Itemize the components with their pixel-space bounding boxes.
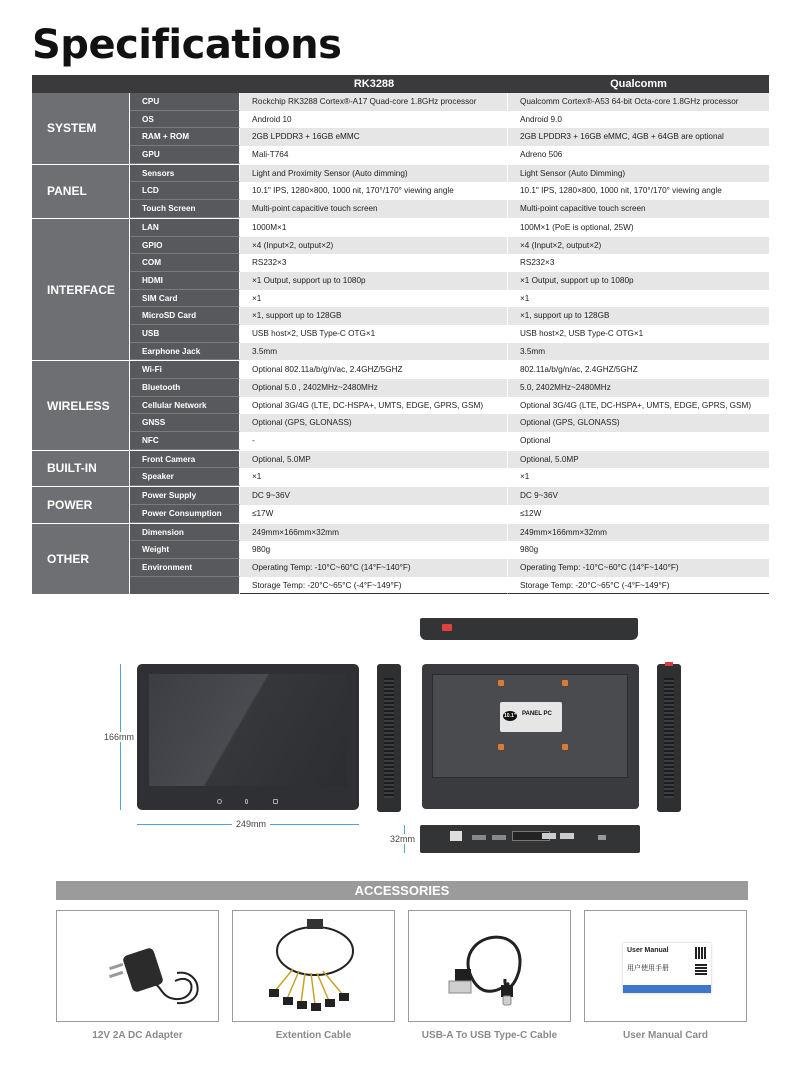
spec-value-rk3288: Multi-point capacitive touch screen <box>240 200 508 218</box>
spec-value-rk3288: 980g <box>240 541 508 559</box>
group-label: WIRELESS <box>32 361 130 449</box>
spec-label: CPU <box>130 93 240 111</box>
group-label: OTHER <box>32 524 130 595</box>
spec-value-rk3288: ×1 Output, support up to 1080p <box>240 272 508 290</box>
spec-label: Touch Screen <box>130 200 240 218</box>
spec-label: Power Consumption <box>130 505 240 523</box>
spec-row <box>130 290 769 308</box>
spec-value-rk3288: - <box>240 432 508 450</box>
spec-value-qualcomm: ×1 <box>508 468 769 486</box>
spec-value-qualcomm: 802.11a/b/g/n/ac, 2.4GHZ/5GHZ <box>508 361 769 379</box>
usb-port-icon <box>560 833 574 839</box>
spec-label: Speaker <box>130 468 240 486</box>
spec-label: USB <box>130 325 240 343</box>
mount-hole-icon <box>498 744 504 750</box>
spec-value-rk3288: RS232×3 <box>240 254 508 272</box>
spec-label: MicroSD Card <box>130 307 240 325</box>
spec-value-rk3288: Operating Temp: -10°C~60°C (14°F~140°F) <box>240 559 508 577</box>
spec-value-qualcomm: ×1, support up to 128GB <box>508 307 769 325</box>
spec-label: Dimension <box>130 524 240 542</box>
spec-row <box>130 361 769 379</box>
accessory-usb <box>408 910 571 1022</box>
spec-row <box>130 182 769 200</box>
spec-label: LCD <box>130 182 240 200</box>
product-label <box>500 702 562 732</box>
spec-header <box>32 75 769 93</box>
spec-value-qualcomm: Operating Temp: -10°C~60°C (14°F~140°F) <box>508 559 769 577</box>
mount-hole-icon <box>562 744 568 750</box>
home-button-icon <box>217 799 222 804</box>
height-dim: 166mm <box>104 732 135 742</box>
spec-value-rk3288: Optional, 5.0MP <box>240 451 508 469</box>
side-view-right <box>657 664 681 812</box>
spec-value-rk3288: Android 10 <box>240 111 508 129</box>
spec-row <box>130 487 769 505</box>
spec-value-rk3288: ≤17W <box>240 505 508 523</box>
accessory-manual <box>584 910 747 1022</box>
spec-label: Cellular Network <box>130 397 240 415</box>
spec-label: Front Camera <box>130 451 240 469</box>
spec-value-rk3288: ×1, support up to 128GB <box>240 307 508 325</box>
spec-group <box>32 93 769 165</box>
accessory-caption: Extention Cable <box>275 1030 352 1041</box>
spec-value-rk3288: Optional (GPS, GLONASS) <box>240 414 508 432</box>
spec-row <box>130 468 769 486</box>
mount-hole-icon <box>562 680 568 686</box>
group-label: PANEL <box>32 165 130 218</box>
spec-row <box>130 237 769 255</box>
mount-hole-icon <box>498 680 504 686</box>
extension-cable-icon <box>233 911 396 1023</box>
spec-value-qualcomm: 10.1" IPS, 1280×800, 1000 nit, 170°/170° viewing angle <box>508 182 769 200</box>
power-adapter-icon <box>57 911 220 1023</box>
spec-label: Bluetooth <box>130 379 240 397</box>
spec-value-rk3288: ×1 <box>240 468 508 486</box>
spec-value-qualcomm: ×1 <box>508 290 769 308</box>
side-view-left <box>377 664 401 812</box>
accessory-caption: User Manual Card <box>622 1030 709 1041</box>
spec-group <box>32 524 769 596</box>
spec-value-qualcomm: Optional (GPS, GLONASS) <box>508 414 769 432</box>
spec-row <box>130 128 769 146</box>
vent-grille <box>664 678 674 798</box>
spec-value-rk3288: 3.5mm <box>240 343 508 361</box>
spec-value-qualcomm: Android 9.0 <box>508 111 769 129</box>
spec-row <box>130 111 769 129</box>
page-title: Specifications <box>32 22 342 68</box>
spec-value-rk3288: Light and Proximity Sensor (Auto dimming) <box>240 165 508 183</box>
spec-value-rk3288: 1000M×1 <box>240 219 508 237</box>
accessories-title: ACCESSORIES <box>56 881 748 900</box>
product-label-text: PANEL PC <box>522 711 552 717</box>
spec-value-qualcomm: Multi-point capacitive touch screen <box>508 200 769 218</box>
back-view <box>422 664 639 809</box>
spec-row <box>130 577 769 595</box>
spec-row <box>130 307 769 325</box>
spec-label: LAN <box>130 219 240 237</box>
hdmi-port-icon <box>472 835 486 840</box>
spec-value-qualcomm: USB host×2, USB Type-C OTG×1 <box>508 325 769 343</box>
spec-value-qualcomm: 249mm×166mm×32mm <box>508 524 769 542</box>
depth-dim: 32mm <box>390 834 416 844</box>
spec-row <box>130 219 769 237</box>
column-rk3288: RK3288 <box>353 78 395 90</box>
top-view <box>420 618 638 640</box>
front-view <box>137 664 359 810</box>
spec-value-qualcomm: 2GB LPDDR3 + 16GB eMMC, 4GB + 64GB are optional <box>508 128 769 146</box>
spec-group <box>32 487 769 523</box>
spec-value-qualcomm: DC 9~36V <box>508 487 769 505</box>
spec-value-rk3288: DC 9~36V <box>240 487 508 505</box>
spec-label: Sensors <box>130 165 240 183</box>
spec-row <box>130 272 769 290</box>
spec-value-qualcomm: 3.5mm <box>508 343 769 361</box>
spec-value-rk3288: 2GB LPDDR3 + 16GB eMMC <box>240 128 508 146</box>
column-qualcomm: Qualcomm <box>610 78 667 90</box>
back-button-icon <box>273 799 278 804</box>
spec-label: GNSS <box>130 414 240 432</box>
lan-port-icon <box>450 831 462 841</box>
manual-title-en: User Manual <box>627 947 669 954</box>
spec-row <box>130 451 769 469</box>
width-dim: 249mm <box>232 819 270 829</box>
spec-value-qualcomm: Qualcomm Cortex®-A53 64-bit Octa-core 1.8GHz processor <box>508 93 769 111</box>
spec-value-qualcomm: 100M×1 (PoE is optional, 25W) <box>508 219 769 237</box>
usb-cable-icon <box>409 911 572 1023</box>
group-label: BUILT-IN <box>32 451 130 486</box>
spec-value-rk3288: Optional 5.0 , 2402MHz~2480MHz <box>240 379 508 397</box>
group-label: POWER <box>32 487 130 522</box>
spec-row <box>130 254 769 272</box>
spec-group <box>32 219 769 362</box>
spec-row <box>130 93 769 111</box>
spec-value-rk3288: Rockchip RK3288 Cortex®-A17 Quad-core 1.8GHz processor <box>240 93 508 111</box>
spec-row <box>130 524 769 542</box>
spec-label: Weight <box>130 541 240 559</box>
spec-label: Environment <box>130 559 240 577</box>
spec-label: GPIO <box>130 237 240 255</box>
accessory-adapter <box>56 910 219 1022</box>
size-badge: 10.1" <box>504 713 517 719</box>
spec-label: COM <box>130 254 240 272</box>
spec-label: NFC <box>130 432 240 450</box>
spec-group <box>32 165 769 219</box>
spec-label: Power Supply <box>130 487 240 505</box>
spec-value-qualcomm: Light Sensor (Auto Dimming) <box>508 165 769 183</box>
spec-label: RAM + ROM <box>130 128 240 146</box>
spec-label: HDMI <box>130 272 240 290</box>
qr-code-icon <box>695 963 707 975</box>
spec-value-rk3288: USB host×2, USB Type-C OTG×1 <box>240 325 508 343</box>
spec-row <box>130 325 769 343</box>
spec-value-qualcomm: Adreno 506 <box>508 146 769 164</box>
spec-value-rk3288: 10.1" IPS, 1280×800, 1000 nit, 170°/170° viewing angle <box>240 182 508 200</box>
menu-button-icon <box>245 799 248 804</box>
spec-label: SIM Card <box>130 290 240 308</box>
spec-label <box>130 577 240 595</box>
spec-row <box>130 559 769 577</box>
spec-value-rk3288: 249mm×166mm×32mm <box>240 524 508 542</box>
spec-value-rk3288: Optional 802.11a/b/g/n/ac, 2.4GHZ/5GHZ <box>240 361 508 379</box>
spec-row <box>130 200 769 218</box>
usb-port-icon <box>542 833 556 839</box>
spec-row <box>130 541 769 559</box>
spec-value-qualcomm: Optional, 5.0MP <box>508 451 769 469</box>
power-button-icon <box>665 662 673 666</box>
spec-label: Wi-Fi <box>130 361 240 379</box>
manual-title-cn: 用户使用手册 <box>627 964 669 972</box>
spec-value-qualcomm: 980g <box>508 541 769 559</box>
manual-card-icon <box>623 943 711 993</box>
spec-value-rk3288: ×1 <box>240 290 508 308</box>
spec-value-rk3288: Optional 3G/4G (LTE, DC-HSPA+, UMTS, EDGE, GPRS, GSM) <box>240 397 508 415</box>
spec-row <box>130 343 769 361</box>
spec-row <box>130 379 769 397</box>
manual-stripe <box>623 985 711 993</box>
spec-value-qualcomm: RS232×3 <box>508 254 769 272</box>
dc-jack-icon <box>598 835 606 840</box>
spec-value-qualcomm: ≤12W <box>508 505 769 523</box>
spec-value-rk3288: Storage Temp: -20°C~65°C (-4°F~149°F) <box>240 577 508 595</box>
spec-group <box>32 361 769 450</box>
spec-value-qualcomm: Optional <box>508 432 769 450</box>
vent-grille <box>384 678 394 798</box>
bottom-view <box>420 825 640 853</box>
spec-value-qualcomm: 5.0, 2402MHz~2480MHz <box>508 379 769 397</box>
spec-value-qualcomm: Optional 3G/4G (LTE, DC-HSPA+, UMTS, EDGE, GPRS, GSM) <box>508 397 769 415</box>
spec-table <box>32 75 769 595</box>
spec-value-qualcomm: Storage Temp: -20°C~65°C (-4°F~149°F) <box>508 577 769 595</box>
spec-label: GPU <box>130 146 240 164</box>
spec-row <box>130 505 769 523</box>
spec-row <box>130 432 769 450</box>
hdmi-port-icon <box>492 835 506 840</box>
spec-row <box>130 414 769 432</box>
accessory-caption: 12V 2A DC Adapter <box>92 1030 183 1041</box>
accessory-cable <box>232 910 395 1022</box>
group-label: INTERFACE <box>32 219 130 361</box>
screen <box>149 674 347 786</box>
spec-value-qualcomm: ×4 (Input×2, output×2) <box>508 237 769 255</box>
spec-value-qualcomm: ×1 Output, support up to 1080p <box>508 272 769 290</box>
group-label: SYSTEM <box>32 93 130 164</box>
accessory-caption: USB-A To USB Type-C Cable <box>421 1030 558 1041</box>
qr-code-icon <box>695 947 707 959</box>
spec-label: Earphone Jack <box>130 343 240 361</box>
spec-value-rk3288: ×4 (Input×2, output×2) <box>240 237 508 255</box>
spec-value-rk3288: Mali-T764 <box>240 146 508 164</box>
spec-group <box>32 451 769 487</box>
spec-row <box>130 165 769 183</box>
spec-row <box>130 146 769 164</box>
spec-label: OS <box>130 111 240 129</box>
power-button-icon <box>442 624 452 631</box>
spec-row <box>130 397 769 415</box>
